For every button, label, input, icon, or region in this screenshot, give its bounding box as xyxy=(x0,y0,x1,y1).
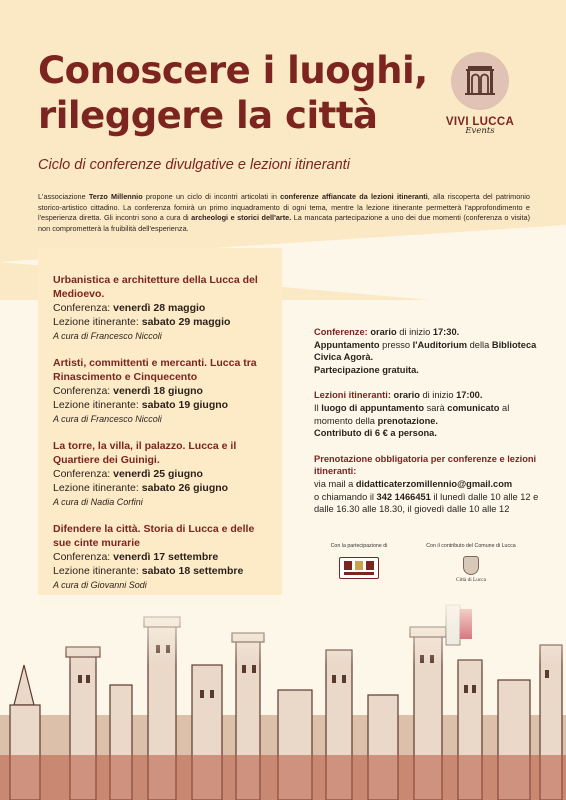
conf-place: l'Auditorium xyxy=(412,339,468,350)
event-title: Artisti, committenti e mercanti. Lucca tra Rinascimento e Cinquecento xyxy=(53,357,257,383)
event-conference xyxy=(53,301,275,315)
partners-row xyxy=(314,543,539,593)
events-list xyxy=(53,273,275,605)
event-title: Difendere la città. Storia di Lucca e delle sue cinte murarie xyxy=(53,523,255,549)
conf-orario: orario xyxy=(367,327,397,337)
event-item xyxy=(53,522,275,592)
lez-time: 17:00. xyxy=(456,390,483,401)
event-lezione xyxy=(53,315,275,329)
event-conference xyxy=(53,550,275,564)
conf-heading: Conferenze: xyxy=(314,327,368,337)
conf-label: Conferenza: xyxy=(53,551,114,563)
event-lezione xyxy=(53,398,275,412)
lez-il: Il xyxy=(314,402,322,413)
book-mail-label: via mail a xyxy=(314,478,356,489)
page-subtitle: Ciclo di conferenze divulgative e lezioni itineranti xyxy=(38,157,350,173)
conf-della: della xyxy=(467,339,492,350)
lez-label: Lezione itinerante: xyxy=(53,399,142,411)
intro-paragraph xyxy=(38,192,530,234)
event-title: Urbanistica e architetture della Lucca del Medioevo. xyxy=(53,274,258,300)
lez-date: sabato 29 maggio xyxy=(141,316,231,328)
logo-sub: Events xyxy=(465,126,495,136)
conf-label: Conferenza: xyxy=(53,468,114,480)
book-hours: il lunedì dalle 10 alle 12 e dalle 16.30 alle 18.30, il giovedì dalle 10 alle 12 xyxy=(314,491,539,515)
lez-label: Lezione itinerante: xyxy=(53,482,142,494)
lez-date: sabato 26 giugno xyxy=(141,482,229,494)
conf-date: venerdì 25 giugno xyxy=(113,468,203,480)
intro-curators: archeologi e storici dell'arte. xyxy=(191,213,292,222)
title-line-1: Conoscere i luoghi, xyxy=(38,49,428,92)
intro-text: L'associazione xyxy=(38,192,89,201)
info-column xyxy=(314,326,539,529)
conf-time: 17:30. xyxy=(432,327,460,337)
lezioni-info xyxy=(314,389,539,439)
event-lezione xyxy=(53,481,275,495)
lez-orario: orario xyxy=(390,390,420,401)
page-title xyxy=(38,48,428,138)
event-item xyxy=(53,273,275,343)
conf-inizio: di inizio xyxy=(396,327,433,337)
partner-comune-lucca xyxy=(410,543,532,583)
event-title: La torre, la villa, il palazzo. Lucca e il Quartiere dei Guinigi. xyxy=(53,440,237,466)
logo-name: VIVI LUCCA xyxy=(445,116,515,128)
event-item xyxy=(53,439,275,509)
event-conference xyxy=(53,384,275,398)
lez-label: Lezione itinerante: xyxy=(53,316,142,328)
partner-caption: Con il contributo del Comune di Lucca xyxy=(426,543,516,549)
terzo-millennio-logo xyxy=(339,557,379,579)
arch-building-icon xyxy=(451,52,509,110)
lez-comunicato: comunicato xyxy=(447,402,500,413)
conf-free: Partecipazione gratuita. xyxy=(314,364,419,375)
intro-text: La mancata partecipazione a uno dei due momenti (conferenza o visita) non comprometterà la fruibilità dell'esperienza. xyxy=(38,213,531,233)
book-phone-label: o chiamando il xyxy=(314,491,377,502)
lez-luogo: luogo di appuntamento xyxy=(321,402,425,413)
conf-label: Conferenza: xyxy=(53,302,114,314)
event-item xyxy=(53,356,275,426)
vivi-lucca-logo xyxy=(440,52,520,142)
lez-pren: prenotazione. xyxy=(377,415,438,426)
lez-date: sabato 18 settembre xyxy=(141,565,244,577)
partner-caption: Con la partecipazione di xyxy=(330,543,388,549)
conference-info xyxy=(314,326,539,376)
partner-terzo-millennio xyxy=(314,543,404,579)
intro-text: propone un ciclo di incontri articolati in xyxy=(142,192,281,201)
booking-phone[interactable]: 342 1466451 xyxy=(376,491,431,502)
lez-fee: Contributo di 6 € a persona. xyxy=(314,428,437,439)
partner-name: Città di Lucca xyxy=(455,577,486,583)
intro-text: , alla riscoperta del patrimonio storico-artistico cittadino. La conferenza fornirà un primo inquadramento di ogni tema, mentre la lezione itinerante permetterà l'approfondimento e l'esperienza diretta. Gli incontri sono a cura di xyxy=(38,192,530,222)
event-curator: A cura di Francesco Niccoli xyxy=(53,331,162,341)
lez-date: sabato 19 giugno xyxy=(141,399,229,411)
lez-label: Lezione itinerante: xyxy=(53,565,142,577)
lez-inizio: di inizio xyxy=(419,390,457,401)
booking-email-link[interactable]: didatticaterzomillennio@gmail.com xyxy=(355,478,513,489)
intro-format: conferenze affiancate da lezioni itineranti xyxy=(280,192,428,201)
conf-place2: Biblioteca Civica Agorà. xyxy=(314,339,537,363)
lez-heading: Lezioni itineranti: xyxy=(314,390,391,401)
city-towers-illustration xyxy=(0,595,566,800)
event-lezione xyxy=(53,564,275,578)
lucca-crest-icon xyxy=(463,556,479,575)
intro-org: Terzo Millennio xyxy=(88,192,143,201)
conf-date: venerdì 18 giugno xyxy=(113,385,203,397)
conf-date: venerdì 17 settembre xyxy=(113,551,219,563)
book-heading: Prenotazione obbligatoria per conferenze e lezioni itineranti: xyxy=(314,453,537,477)
conf-appt: Appuntamento xyxy=(314,339,380,350)
conf-date: venerdì 28 maggio xyxy=(113,302,206,314)
conf-label: Conferenza: xyxy=(53,385,114,397)
booking-info xyxy=(314,453,539,516)
title-line-2: rileggere la città xyxy=(38,94,378,137)
lez-sara: sarà xyxy=(424,402,448,413)
lez-al: al momento della xyxy=(314,402,510,426)
event-curator: A cura di Nadia Corfini xyxy=(53,497,143,507)
event-conference xyxy=(53,467,275,481)
conf-presso: presso xyxy=(379,339,413,350)
event-curator: A cura di Giovanni Sodi xyxy=(53,580,147,590)
event-curator: A cura di Francesco Niccoli xyxy=(53,414,162,424)
